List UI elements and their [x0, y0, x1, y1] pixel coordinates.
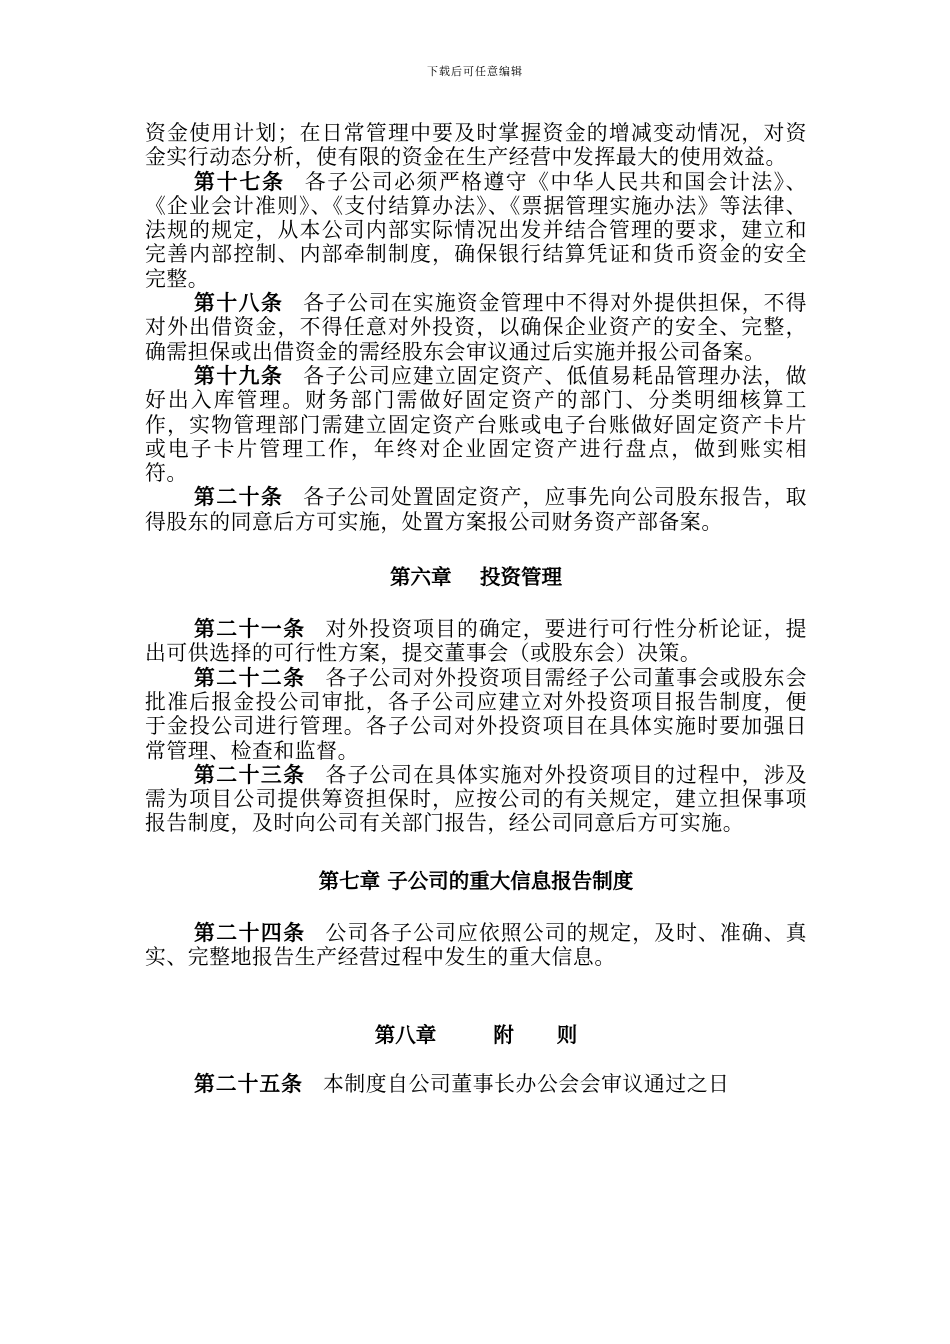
- article-label: 第二十四条: [194, 920, 306, 945]
- article-label: 第二十五条: [194, 1072, 303, 1097]
- chapter-7-heading: 第七章 子公司的重大信息报告制度: [318, 868, 634, 893]
- article-label: 第二十三条: [194, 762, 306, 787]
- chapter-6-heading: 第六章 投资管理: [389, 565, 563, 590]
- article-label: 第十九条: [194, 363, 284, 388]
- paragraph-continued: 资金使用计划；在日常管理中要及时掌握资金的增减变动情况，对资金实行动态分析，使有限的资金在生产经营中发挥最大的使用效益。: [145, 121, 807, 170]
- article-25: [145, 1072, 807, 1096]
- document-body: [145, 121, 807, 1097]
- article-text: 各子公司对外投资项目需经子公司董事会或股东会批准后报金投公司审批，各子公司应建立对外投资项目报告制度，便于金投公司进行管理。各子公司对外投资项目在具体实施时要加强日常管理、检查和监督。: [145, 665, 808, 763]
- article-label: 第十八条: [194, 291, 284, 316]
- chapter-8-heading: 第八章 附 则: [374, 1023, 578, 1048]
- article-text: 各子公司必须严格遵守《中华人民共和国会计法》、《企业会计准则》、《支付结算办法》、《票据管理实施办法》等法律、法规的规定，从本公司内部实际情况出发并结合管理的要求，建立和完善内部控制、内部牵制制度，确保银行结算凭证和货币资金的安全完整。: [145, 169, 808, 291]
- article-21: [145, 617, 807, 666]
- article-text: 本制度自公司董事长办公会会审议通过之日: [322, 1072, 730, 1097]
- article-text: 各子公司应建立固定资产、低值易耗品管理办法，做好出入库管理。财务部门需做好固定资产的部门、分类明细核算工作，实物管理部门需建立固定资产台账或电子台账做好固定资产卡片或电子卡片管理工作，年终对企业固定资产进行盘点，做到账实相符。: [145, 363, 807, 486]
- article-24: [145, 921, 807, 970]
- article-20: [145, 485, 807, 534]
- article-19: [145, 364, 807, 485]
- article-text: 对外投资项目的确定，要进行可行性分析论证，提出可供选择的可行性方案，提交董事会（或股东会）决策。: [145, 617, 808, 666]
- article-label: 第十七条: [194, 169, 285, 194]
- page-header: 下载后可任意编辑: [427, 65, 523, 78]
- article-18: [145, 291, 807, 364]
- article-label: 第二十一条: [194, 617, 306, 642]
- article-label: 第二十二条: [194, 665, 306, 690]
- article-text: 公司各子公司应依照公司的规定，及时、准确、真实、完整地报告生产经营过程中发生的重大信息。: [145, 920, 808, 970]
- article-label: 第二十条: [194, 485, 284, 510]
- article-text: 各子公司在实施资金管理中不得对外提供担保，不得对外出借资金，不得任意对外投资，以确保企业资产的安全、完整，确需担保或出借资金的需经股东会审议通过后实施并报公司备案。: [145, 291, 807, 364]
- article-17: [145, 170, 807, 291]
- article-text: 各子公司处置固定资产，应事先向公司股东报告，取得股东的同意后方可实施，处置方案报公司财务资产部备案。: [145, 485, 807, 534]
- article-22: [145, 666, 807, 763]
- article-23: [145, 763, 807, 836]
- article-text: 各子公司在具体实施对外投资项目的过程中，涉及需为项目公司提供筹资担保时，应按公司的有关规定，建立担保事项报告制度，及时向公司有关部门报告，经公司同意后方可实施。: [145, 762, 808, 836]
